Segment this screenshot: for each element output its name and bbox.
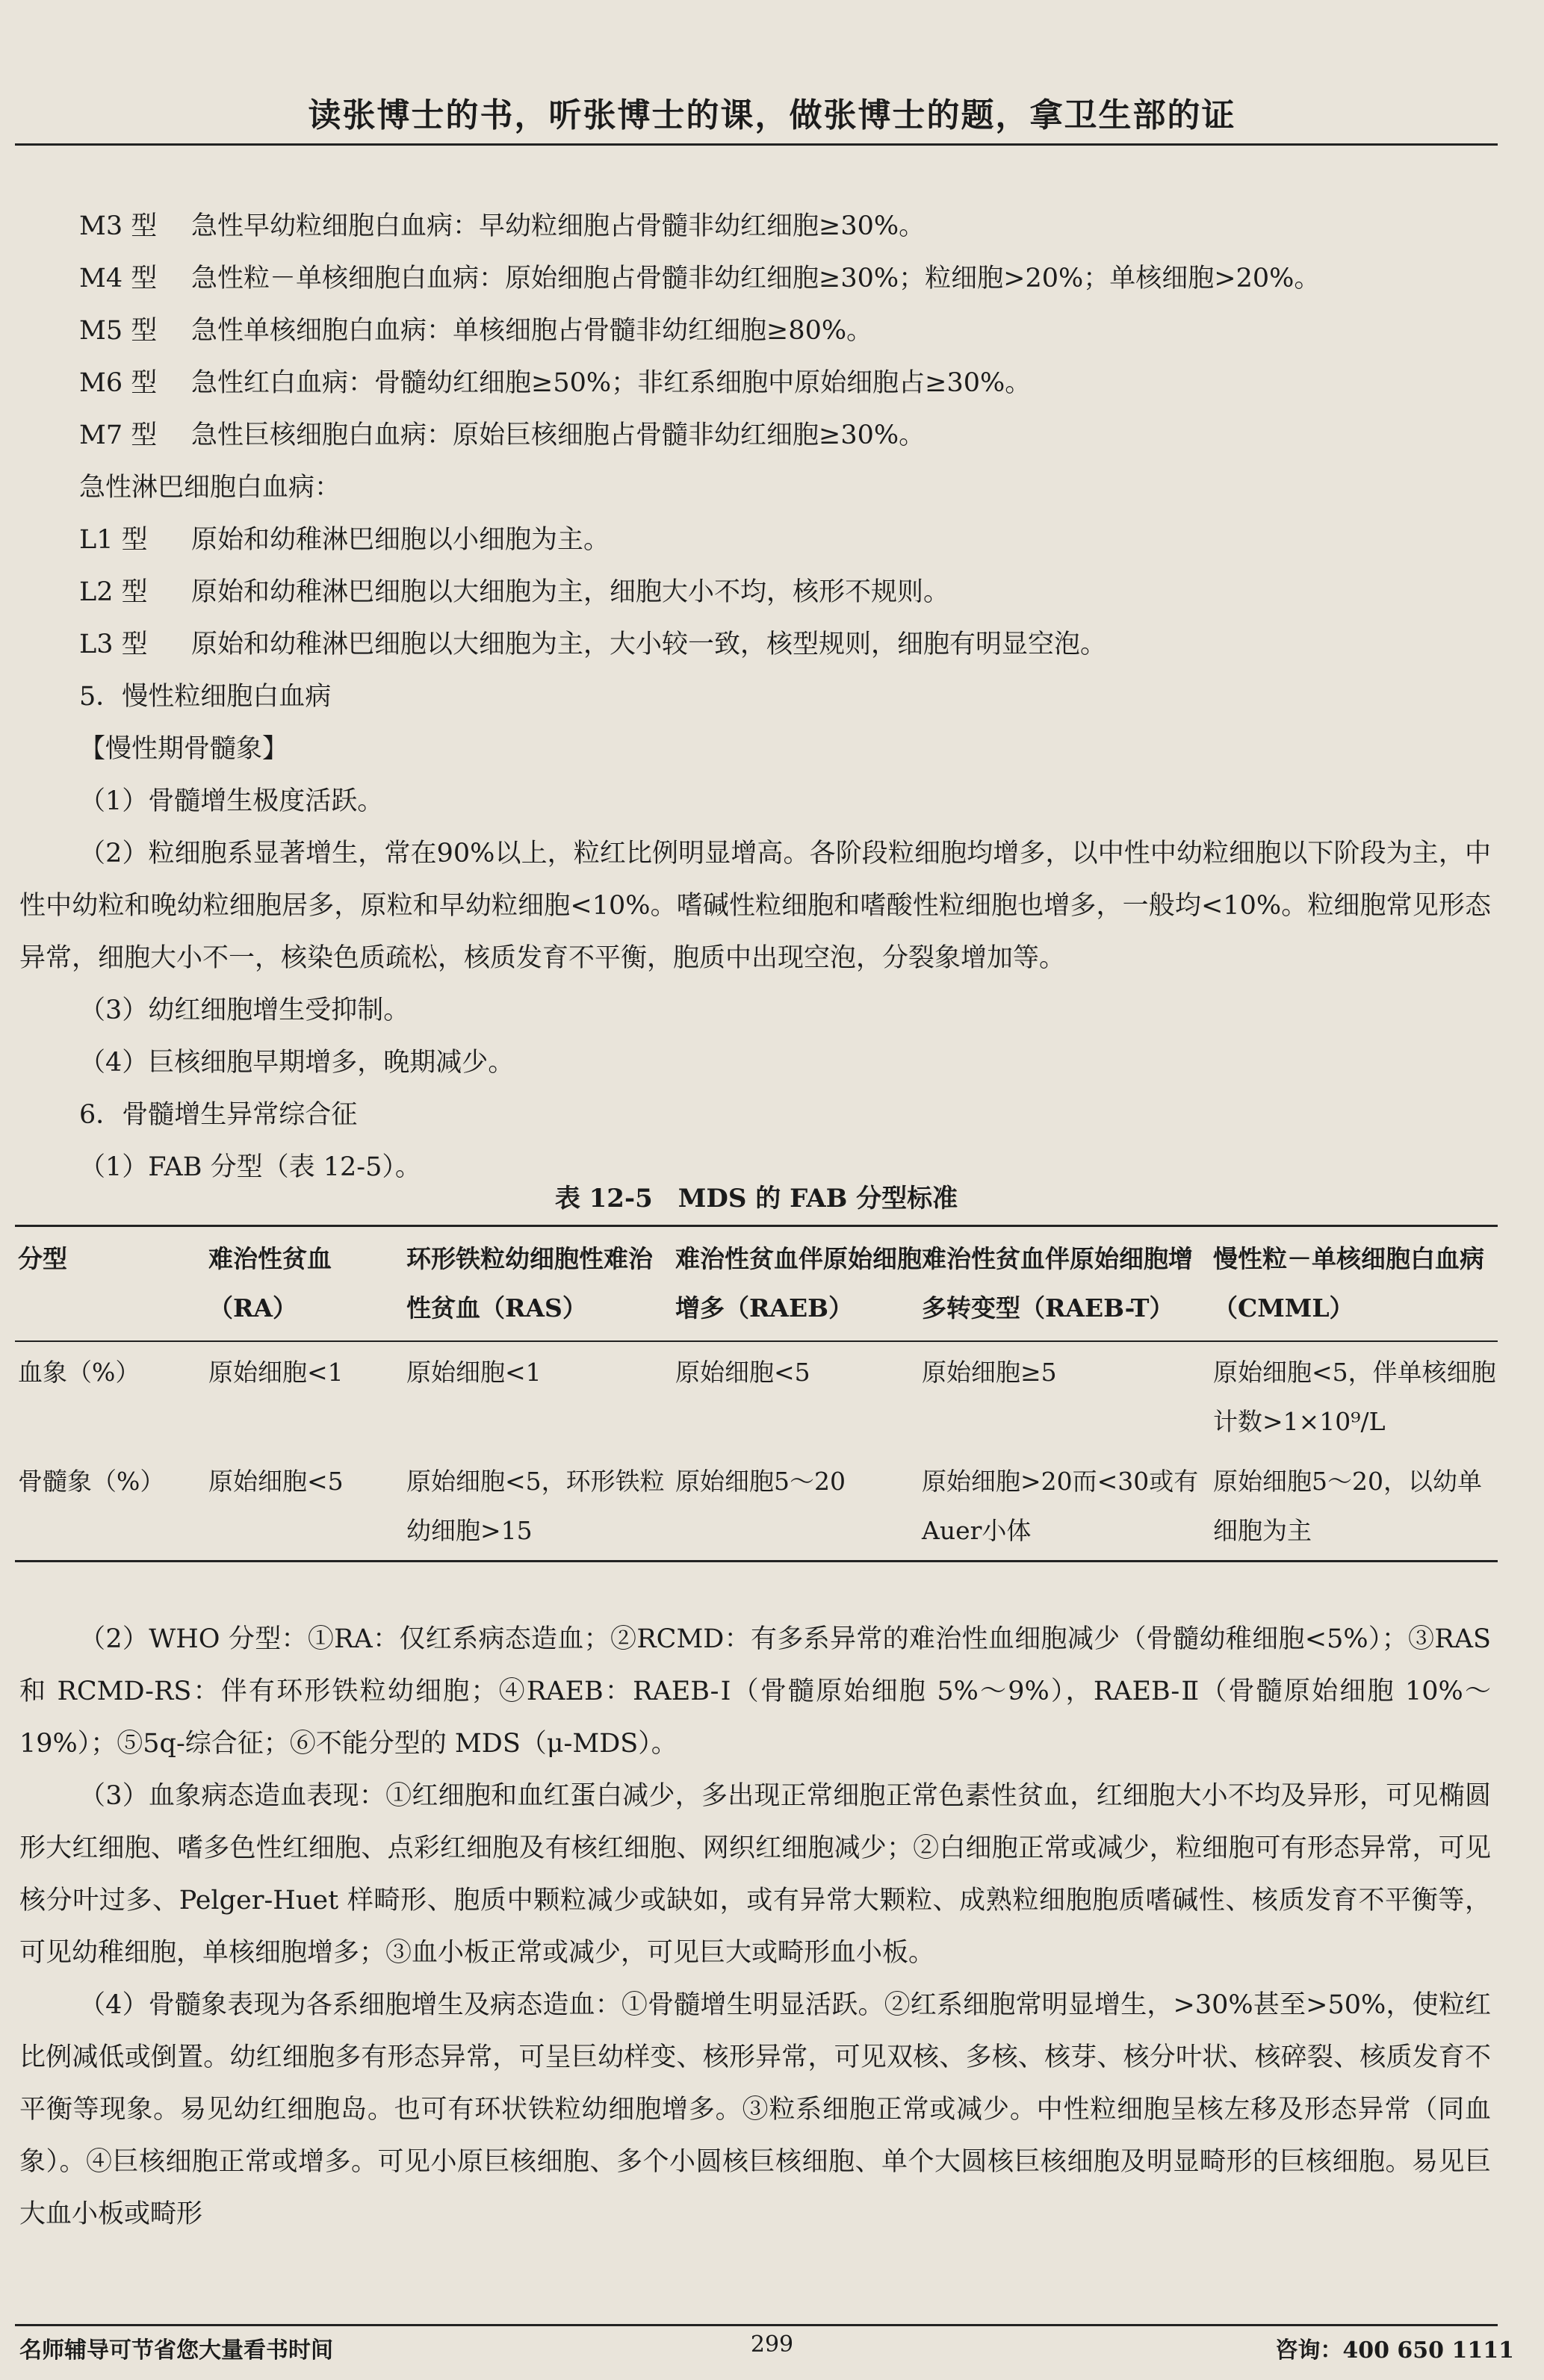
type-code: M5 型 bbox=[79, 316, 158, 346]
cml-subheading: 【慢性期骨髓象】 bbox=[79, 734, 289, 764]
type-code: L2 型 bbox=[79, 577, 148, 607]
cml-item: （4）巨核细胞早期增多，晚期减少。 bbox=[79, 1048, 515, 1078]
main-text-top bbox=[19, 200, 1491, 1193]
footer-slogan: 名师辅导可节省您大量看书时间 bbox=[19, 2337, 333, 2364]
table-caption: 表 12-5 MDS 的 FAB 分型标准 bbox=[554, 1184, 958, 1214]
type-text: 原始和幼稚淋巴细胞以大细胞为主，大小较一致，核型规则，细胞有明显空泡。 bbox=[191, 630, 1107, 659]
table-cell: 原始细胞≥5 bbox=[922, 1358, 1057, 1387]
table-cell: 骨髓象（%） bbox=[18, 1467, 165, 1496]
aml-type-line bbox=[19, 409, 1491, 462]
aml-type-line bbox=[19, 252, 1491, 305]
main-text-bottom bbox=[19, 1613, 1491, 2240]
table-row bbox=[15, 1342, 1498, 1451]
type-code: L1 型 bbox=[79, 525, 148, 555]
all-heading: 急性淋巴细胞白血病： bbox=[79, 473, 341, 503]
table-cell: 原始细胞5～20 bbox=[675, 1467, 846, 1496]
type-code: M6 型 bbox=[79, 368, 158, 398]
table-cell: 原始细胞<5，伴单核细胞计数>1×10⁹/L bbox=[1213, 1358, 1496, 1436]
table-cell: 原始细胞<5 bbox=[208, 1467, 344, 1496]
table-cell: 原始细胞<5，环形铁粒幼细胞>15 bbox=[406, 1467, 665, 1545]
mds-paragraph: （3）血象病态造血表现：①红细胞和血红蛋白减少，多出现正常细胞正常色素性贫血，红细胞大小不均及异形，可见椭圆形大红细胞、嗜多色性红细胞、点彩红细胞及有核红细胞、网织红细胞减少；②白细胞正常或减少，粒细胞可有形态异常，可见核分叶过多、Pelger-Huet 样畸形、胞质中颗粒减少或缺如，或有异常大颗粒、成熟粒细胞胞质嗜碱性、核质发育不平衡等，可见幼稚细胞，单核细胞增多；③血小板正常或减少，可见巨大或畸形血小板。 bbox=[19, 1781, 1491, 1968]
table-cell: 原始细胞>20而<30或有Auer小体 bbox=[922, 1467, 1199, 1545]
footer-contact: 咨询：400 650 1111 bbox=[1275, 2337, 1514, 2364]
type-text: 急性巨核细胞白血病：原始巨核细胞占骨髓非幼红细胞≥30%。 bbox=[191, 420, 926, 450]
fab-table bbox=[15, 1172, 1498, 1562]
table-header-cell: 环形铁粒幼细胞性难治性贫血（RAS） bbox=[406, 1244, 653, 1323]
all-type-line bbox=[19, 566, 1491, 618]
footer-rule bbox=[15, 2324, 1498, 2326]
table-row bbox=[15, 1451, 1498, 1560]
aml-type-line bbox=[19, 357, 1491, 409]
table-header-cell: 分型 bbox=[18, 1244, 67, 1273]
mds-paragraph: （2）WHO 分型：①RA：仅红系病态造血；②RCMD：有多系异常的难治性血细胞减少（骨髓幼稚细胞<5%）；③RAS 和 RCMD-RS：伴有环形铁粒幼细胞；④RAEB：RAEB-Ⅰ（骨髓原始细胞 5%～9%），RAEB-Ⅱ（骨髓原始细胞 10%～19%）；⑤5q-综合征；⑥不能分型的 MDS（μ-MDS）。 bbox=[19, 1624, 1491, 1759]
type-code: M4 型 bbox=[79, 264, 158, 293]
type-code: L3 型 bbox=[79, 630, 148, 659]
all-type-line bbox=[19, 514, 1491, 566]
table-header-cell: 难治性贫血伴原始细胞增多（RAEB） bbox=[675, 1244, 922, 1323]
cml-heading: 5．慢性粒细胞白血病 bbox=[79, 682, 332, 712]
type-text: 原始和幼稚淋巴细胞以小细胞为主。 bbox=[191, 525, 610, 555]
type-text: 原始和幼稚淋巴细胞以大细胞为主，细胞大小不均，核形不规则。 bbox=[191, 577, 950, 607]
type-text: 急性粒－单核细胞白血病：原始细胞占骨髓非幼红细胞≥30%；粒细胞>20%；单核细胞>20%。 bbox=[191, 264, 1321, 293]
table-header-cell: 慢性粒－单核细胞白血病（CMML） bbox=[1213, 1244, 1484, 1323]
table-cell: 原始细胞<5 bbox=[675, 1358, 810, 1387]
type-code: M3 型 bbox=[79, 211, 158, 241]
table-header-row bbox=[15, 1227, 1498, 1340]
mds-heading: 6．骨髓增生异常综合征 bbox=[79, 1100, 358, 1130]
table-header-cell: 难治性贫血伴原始细胞增多转变型（RAEB-T） bbox=[922, 1244, 1193, 1323]
mds-paragraph: （4）骨髓象表现为各系细胞增生及病态造血：①骨髓增生明显活跃。②红系细胞常明显增生，>30%甚至>50%，使粒红比例减低或倒置。幼红细胞多有形态异常，可呈巨幼样变、核形异常，可见双核、多核、核芽、核分叶状、核碎裂、核质发育不平衡等现象。易见幼红细胞岛。也可有环状铁粒幼细胞增多。③粒系细胞正常或减少。中性粒细胞呈核左移及形态异常（同血象）。④巨核细胞正常或增多。可见小原巨核细胞、多个小圆核巨核细胞、单个大圆核巨核细胞及明显畸形的巨核细胞。易见巨大血小板或畸形 bbox=[19, 1990, 1491, 2229]
type-code: M7 型 bbox=[79, 420, 158, 450]
table-header-cell: 难治性贫血（RA） bbox=[208, 1244, 332, 1323]
aml-type-line bbox=[19, 200, 1491, 252]
table-cell: 原始细胞5～20，以幼单细胞为主 bbox=[1213, 1467, 1482, 1545]
table-cell: 血象（%） bbox=[18, 1358, 140, 1387]
fab-intro: （1）FAB 分型（表 12-5）。 bbox=[79, 1152, 421, 1182]
type-text: 急性红白血病：骨髓幼红细胞≥50%；非红系细胞中原始细胞占≥30%。 bbox=[191, 368, 1032, 398]
table-cell: 原始细胞<1 bbox=[406, 1358, 542, 1387]
type-text: 急性单核细胞白血病：单核细胞占骨髓非幼红细胞≥80%。 bbox=[191, 316, 873, 346]
page-header-title: 读张博士的书，听张博士的课，做张博士的题，拿卫生部的证 bbox=[308, 96, 1236, 134]
page-number: 299 bbox=[750, 2331, 794, 2358]
aml-type-line bbox=[19, 305, 1491, 357]
header-rule bbox=[15, 143, 1498, 146]
table-cell: 原始细胞<1 bbox=[208, 1358, 344, 1387]
all-type-line bbox=[19, 618, 1491, 671]
cml-item: （2）粒细胞系显著增生，常在90%以上，粒红比例明显增高。各阶段粒细胞均增多，以中性中幼粒细胞以下阶段为主，中性中幼粒和晚幼粒细胞居多，原粒和早幼粒细胞<10%。嗜碱性粒细胞和嗜酸性粒细胞也增多，一般均<10%。粒细胞常见形态异常，细胞大小不一，核染色质疏松，核质发育不平衡，胞质中出现空泡，分裂象增加等。 bbox=[19, 839, 1491, 973]
cml-item: （3）幼红细胞增生受抑制。 bbox=[79, 995, 410, 1025]
type-text: 急性早幼粒细胞白血病：早幼粒细胞占骨髓非幼红细胞≥30%。 bbox=[191, 211, 926, 241]
cml-item: （1）骨髓增生极度活跃。 bbox=[79, 786, 384, 816]
